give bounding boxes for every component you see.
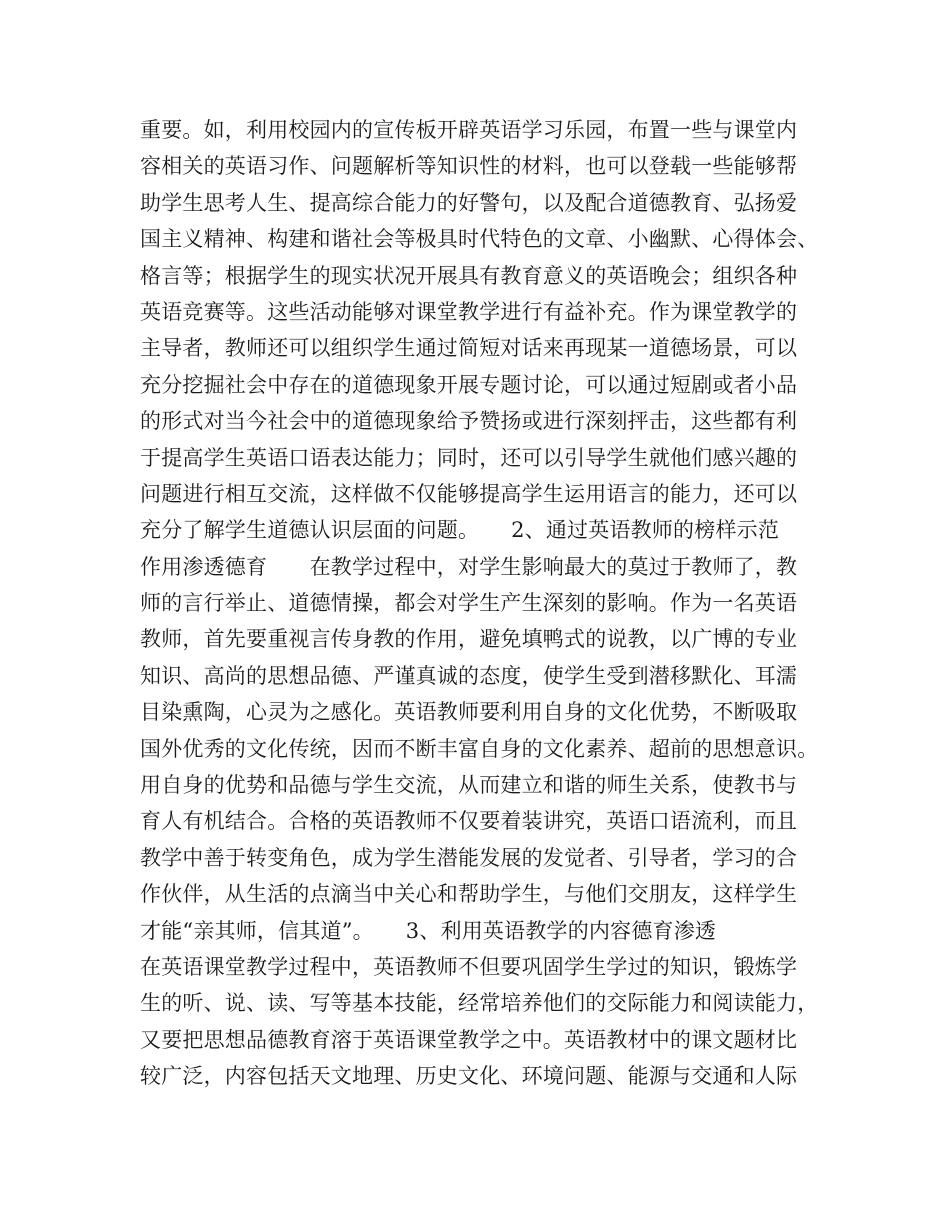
- text-line: 国主义精神、构建和谐社会等极具时代特色的文章、小幽默、心得体会、: [140, 227, 819, 252]
- text-line: 问题进行相互交流，这样做不仅能够提高学生运用语言的能力，还可以: [140, 481, 798, 506]
- text-line: 主导者，教师还可以组织学生通过简短对话来再现某一道德场景，可以: [140, 336, 798, 361]
- text-line: 较广泛，内容包括天文地理、历史文化、环境问题、能源与交通和人际: [140, 1064, 798, 1089]
- text-line: 用自身的优势和品德与学生交流，从而建立和谐的师生关系，使教书与: [140, 773, 798, 798]
- text-line: 教学中善于转变角色，成为学生潜能发展的发觉者、引导者，学习的合: [140, 845, 798, 870]
- text-line: 育人有机结合。合格的英语教师不仅要着装讲究，英语口语流利，而且: [140, 809, 798, 834]
- text-line: 的形式对当今社会中的道德现象给予赞扬或进行深刻抨击，这些都有利: [140, 409, 798, 434]
- text-line: 英语竞赛等。这些活动能够对课堂教学进行有益补充。作为课堂教学的: [140, 299, 798, 324]
- text-line: 教师，首先要重视言传身教的作用，避免填鸭式的说教，以广博的专业: [140, 627, 798, 652]
- body-text: [140, 112, 840, 1095]
- text-line: 重要。如，利用校园内的宣传板开辟英语学习乐园，布置一些与课堂内: [140, 118, 798, 142]
- text-line: 师的言行举止、道德情操，都会对学生产生深刻的影响。作为一名英语: [140, 591, 798, 616]
- text-line: 容相关的英语习作、问题解析等知识性的材料，也可以登载一些能够帮: [140, 154, 798, 179]
- text-line: 助学生思考人生、提高综合能力的好警句，以及配合道德教育、弘扬爱: [140, 190, 798, 215]
- text-line: 在英语课堂教学过程中，英语教师不但要巩固学生学过的知识，锻炼学: [140, 954, 798, 979]
- text-line: 生的听、说、读、写等基本技能，经常培养他们的交际能力和阅读能力，: [140, 991, 819, 1016]
- text-line: 充分了解学生道德认识层面的问题。 2、通过英语教师的榜样示范: [140, 518, 780, 543]
- text-line: 又要把思想品德教育溶于英语课堂教学之中。英语教材中的课文题材比: [140, 1027, 798, 1052]
- text-line: 知识、高尚的思想品德、严谨真诚的态度，使学生受到潜移默化、耳濡: [140, 663, 798, 688]
- text-line: 作伙伴，从生活的点滴当中关心和帮助学生，与他们交朋友，这样学生: [140, 882, 798, 907]
- text-line: 才能“亲其师，信其道”。 3、利用英语教学的内容德育渗透: [140, 918, 717, 943]
- text-line: 充分挖掘社会中存在的道德现象开展专题讨论，可以通过短剧或者小品: [140, 372, 798, 397]
- text-line: 目染熏陶，心灵为之感化。英语教师要利用自身的文化优势，不断吸取: [140, 700, 798, 725]
- text-line: 格言等；根据学生的现实状况开展具有教育意义的英语晚会；组织各种: [140, 263, 798, 288]
- text-line: 作用渗透德育 在教学过程中，对学生影响最大的莫过于教师了，教: [140, 554, 798, 579]
- text-line: 于提高学生英语口语表达能力；同时，还可以引导学生就他们感兴趣的: [140, 445, 798, 470]
- text-line: 国外优秀的文化传统，因而不断丰富自身的文化素养、超前的思想意识。: [140, 736, 819, 761]
